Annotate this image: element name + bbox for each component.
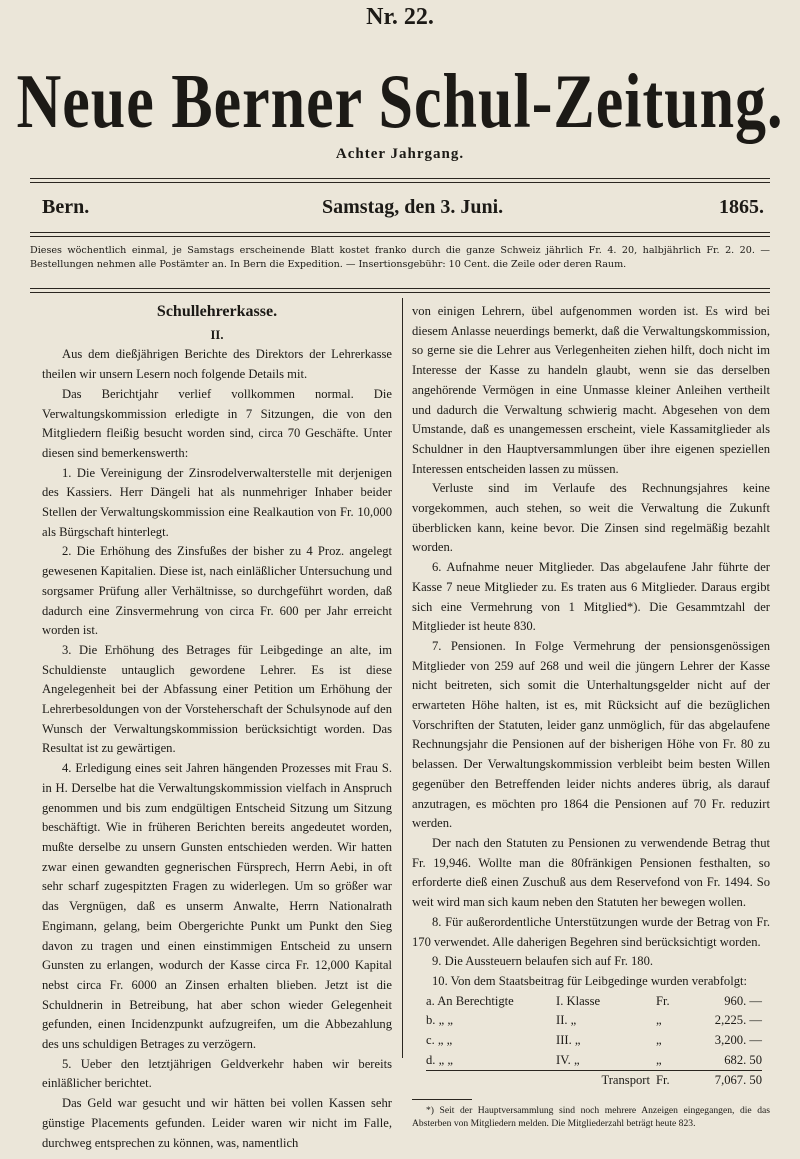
paragraph: 5. Ueber den letztjährigen Geldverkehr haben wir bereits einläßlicher berichtet. [42,1056,392,1091]
transport-currency: Fr. [656,1071,686,1091]
row-class: II. „ [556,1013,577,1028]
paragraph: von einigen Lehrern, übel aufgenommen worden ist. Es wird bei diesem Anlasse neuerdings bemerkt, daß die Verwaltungskommission, so gerne sie die Lehrer aus Verlegenheiten ziehen hilft, doch nicht im Interesse der Kasse zu handeln glaubt, wenn sie das derselben angehörende Vermögen in eine Unmasse kleiner Anleihen vertheilt und dadurch die Verwaltung schwierig macht. Abgesehen von dem Umstande, daß es unangemessen erscheint, viele Kassamitglieder als Schuldner in den Hauptversammlungen über ihre eigenen speziellen Interessen entscheiden lassen zu müssen. [412,304,770,476]
paragraph: Verluste sind im Verlaufe des Rechnungsjahres keine vorgekommen, auch stehen, so weit die Verwaltung die Zukunft überblicken kann, keine bevor. Die Zinsen sind regelmäßig bezahlt worden. [412,481,770,555]
transport-row [426,1071,762,1091]
paragraph: 3. Die Erhöhung des Betrages für Leibgedinge an alte, im Schuldienste untauglich gewordene Lehrer. Es ist diese Angelegenheit bei der Abfassung einer Petition um Erhöhung der Lehrerbesoldungen von der Vorsteherschaft der Schulsynode auf den Wunsch der Verwaltungskommission berücksichtigt worden. Das Resultat ist zu gewärtigen. [42,642,392,756]
dateline [42,196,764,222]
paragraph: 6. Aufnahme neuer Mitglieder. Das abgelaufene Jahr führte der Kasse 7 neue Mitglieder zu. Es traten aus 6 Mitglieder. Daraus ergibt sich eine Vermehrung von 1 Mitglied*). Die Gesammtzahl der Mitglieder ist heute 830. [412,560,770,634]
row-label: d. „ „ [426,1052,453,1067]
row-class: I. Klasse [556,993,601,1008]
masthead-rule-2 [30,182,770,183]
column-divider [402,298,403,1058]
footnote: *) Seit der Hauptversammlung sind noch mehrere Anzeigen eingegangen, die das Absterben von Mitgliedern melden. Die Mitgliederzahl beträgt heute 823. [412,1105,770,1130]
row-currency: „ [656,1033,662,1048]
row-currency: „ [656,1013,662,1028]
masthead-title: Neue Berner Schul-Zeitung. [16,59,784,145]
paragraph: 10. Von dem Staatsbeitrag für Leibgedinge wurden verabfolgt: [432,973,747,988]
row-amount: 2,225. — [714,1013,762,1028]
row-class: III. „ [556,1033,581,1048]
transport-label: Transport [556,1071,656,1091]
paragraph: Aus dem dießjährigen Berichte des Direktors der Lehrerkasse theilen wir unsern Lesern noch folgende Details mit. [42,347,392,382]
paragraph: 7. Pensionen. In Folge Vermehrung der pensionsgenössigen Mitglieder von 259 auf 268 und weil die jüngern Lehrer der Kasse nicht beitreten, sich somit die Unterhaltungsgelder nicht auf der erwarteten Höhe halten, ist es, mit Rücksicht auf die bezüglichen Vorschriften der Statuten, leider ganz unmöglich, für das abgelaufene Rechnungsjahr die Pensionen auf der bisherigen Höhe von Fr. 80 zu belassen. Der Verwaltungskommission verbleibt beim besten Willen gegenüber den Betreffenden leider nichts anderes übrig, als darauf anzutragen, es möchten pro 1864 die Pensionen auf 70 Fr. reduzirt werden. [412,638,770,831]
row-currency: Fr. [656,993,670,1008]
article-heading: Schullehrerkasse. [156,303,278,320]
paragraph: 9. Die Aussteuern belaufen sich auf Fr. 180. [432,954,654,969]
paragraph: 1. Die Vereinigung der Zinsrodelverwalterstelle mit derjenigen des Kassiers. Herr Dängeli hat als nunmehriger Inhaber beider Stellen der Verwaltungskommission eine Realkaution von Fr. 10,000 als Bürgschaft hinterlegt. [42,465,392,539]
allowance-table [426,992,762,1092]
row-label: c. „ „ [426,1033,453,1048]
paragraph: Das Berichtjahr verlief vollkommen normal. Die Verwaltungskommission erledigte in 7 Sitzungen, die von den Mitgliedern fleißig besucht worden sind, circa 70 Geschäfte. Unter diesen sind bemerkenswerth: [42,386,392,460]
left-column [42,302,392,1153]
article-part: II. [210,327,224,342]
notice-rule [30,288,770,289]
paragraph: Das Geld war gesucht und wir hätten bei vollen Kassen sehr günstige Placements gefunden. Leider waren wir nicht im Falle, durchweg entsprechen zu können, was, namentlich [42,1096,392,1150]
paragraph: Der nach den Statuten zu Pensionen zu verwendende Betrag thut Fr. 19,946. Wollte man die 80fränkigen Pensionen festhalten, so erforderte dieß einen Zuschuß aus dem Reservefond von Fr. 1494. So weit wird man sich kaum neben den Statuten her bewegen wollen. [412,835,770,910]
row-currency: „ [656,1052,662,1067]
masthead-rule [30,178,770,179]
table-row [426,1011,762,1031]
row-class: IV. „ [556,1052,580,1067]
table-row [426,1031,762,1051]
table-row [426,1051,762,1071]
subscription-notice: Dieses wöchentlich einmal, je Samstags erscheinende Blatt kostet franko durch die ganze Schweiz jährlich Fr. 4. 20, halbjährlich Fr. 2. 20. — Bestellungen nehmen alle Postämter an. In Bern die Expedition. — Insertionsgebühr: 10 Cent. die Zeile oder deren Raum. [30,245,770,270]
transport-amount: 7,067. 50 [686,1071,762,1091]
right-column [412,302,770,1130]
issue-number: Nr. 22. [366,4,434,30]
year: 1865. [719,196,764,218]
volume-label: Achter Jahrgang. [335,146,465,162]
table-row [426,992,762,1012]
date: Samstag, den 3. Juni. [322,196,504,218]
paragraph: 4. Erledigung eines seit Jahren hängenden Prozesses mit Frau S. in H. Derselbe hat die Verwaltungskommission vielfach in Anspruch genommen und bis zum endgültigen Entscheid Sitzung um Sitzung beschäftigt. Wie in früheren Berichten bereits angedeutet worden, mußte derselbe zu unsern Gunsten entschieden werden. Wir hatten zwar einen gewandten gegnerischen Fürsprech, Herrn Aebi, in oft sehr scharf zugespitzten Fragen zu widerlegen. Um so größer war das Vergnügen, daß es unserm Anwalte, Herrn Nationalrath Engimann, gelang, beim Obergerichte Punkt um Punkt den Sieg davon zu tragen und einen einstimmigen Entscheid zu unsern Gunsten zu erlangen, wodurch der Kasse circa Fr. 12,000 Kapital nebst circa Fr. 6000 an Zinsen erhalten blieben. Jetzt ist die Schuldnerin in Betreibung, hat aber schon wieder Gelegenheit gefunden, einen Incidenzpunkt aufzugreifen, um die Abbezahlung des uns schuldigen Betrages zu verzögern. [42,761,392,1052]
dateline-rule [30,232,770,233]
place: Bern. [42,196,90,218]
row-amount: 3,200. — [714,1033,762,1048]
row-label: b. „ „ [426,1013,453,1028]
row-label: a. An Berechtigte [426,993,514,1008]
footnote-rule [412,1099,472,1100]
paragraph: 8. Für außerordentliche Unterstützungen wurde der Betrag von Fr. 170 verwendet. Alle daherigen Begehren sind berücksichtigt worden. [412,914,770,949]
notice-rule-2 [30,292,770,293]
row-amount: 960. — [724,993,762,1008]
row-amount: 682. 50 [724,1052,762,1067]
paragraph: 2. Die Erhöhung des Zinsfußes der bisher zu 4 Proz. angelegt gewesenen Kapitalien. Diese ist, nach einläßlicher Untersuchung und sorgsamer Prüfung aller Verhältnisse, so durchgeführt worden, daß dadurch eine Zinsvermehrung von circa Fr. 600 per Jahr erreicht worden ist. [42,544,392,638]
dateline-rule-2 [30,236,770,237]
